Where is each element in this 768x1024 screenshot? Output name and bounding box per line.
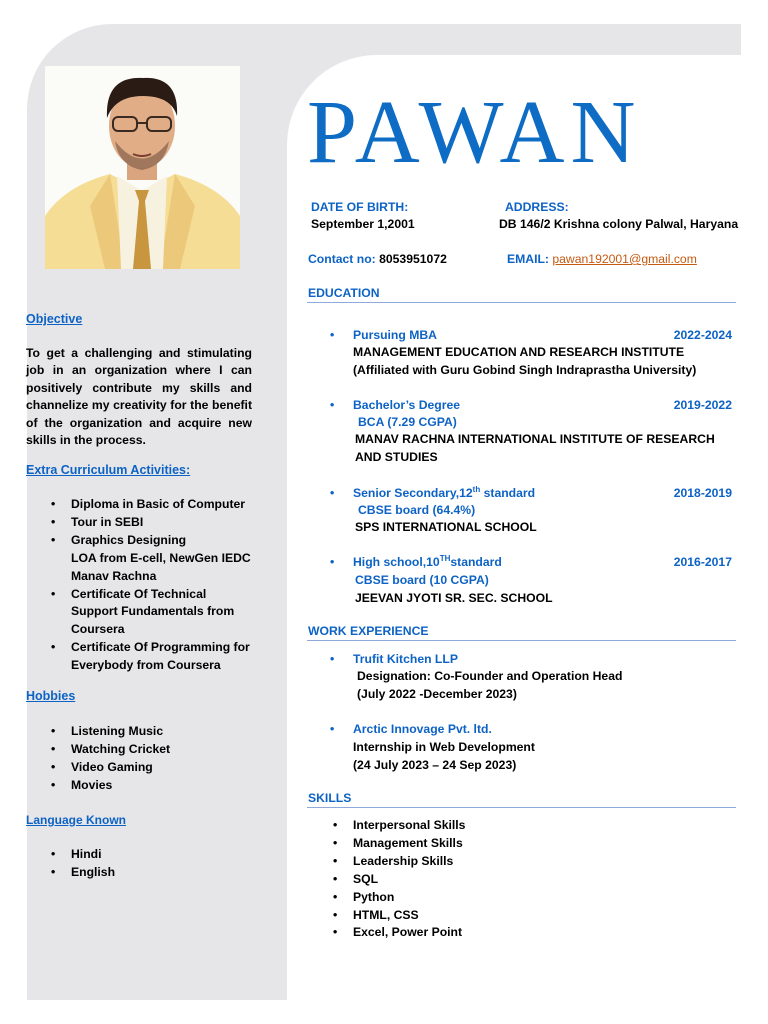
hobbies-list bbox=[51, 723, 261, 795]
list-item: • Certificate Of Technical bbox=[71, 586, 261, 604]
list-item: • Leadership Skills bbox=[353, 853, 653, 871]
list-item: • SQL bbox=[353, 871, 653, 889]
list-item: • Watching Cricket bbox=[71, 741, 261, 759]
objective-text: To get a challenging and stimulating job in an organization where I can positively contribute my skills and channelize my creativity for the benefit of the organization and acquire new skills in the process. bbox=[26, 346, 252, 448]
dob-value: September 1,2001 bbox=[311, 217, 415, 231]
list-item-continuation: Manav Rachna bbox=[71, 568, 157, 583]
education-affiliation: (Affiliated with Guru Gobind Singh Indraprastha University) bbox=[353, 363, 697, 377]
activities-heading: Extra Curriculum Activities: bbox=[26, 463, 191, 477]
list-item: • Diploma in Basic of Computer bbox=[71, 496, 261, 514]
bullet-icon: • bbox=[51, 586, 56, 601]
list-item: • Listening Music bbox=[71, 723, 261, 741]
education-institution: MANAGEMENT EDUCATION AND RESEARCH INSTITUTE bbox=[353, 345, 685, 359]
list-item: • Graphics Designing bbox=[71, 532, 261, 550]
list-item: • HTML, CSS bbox=[353, 907, 653, 925]
bullet-icon: • bbox=[51, 741, 56, 756]
education-years: 2022-2024 bbox=[673, 328, 732, 342]
bullet-icon: • bbox=[330, 486, 335, 500]
education-institution: MANAV RACHNA INTERNATIONAL INSTITUTE OF RESEARCH bbox=[355, 432, 715, 446]
list-item-continuation: Support Fundamentals from bbox=[71, 604, 235, 619]
list-item: • Excel, Power Point bbox=[353, 924, 653, 942]
work-designation: Internship in Web Development bbox=[353, 740, 535, 754]
list-item: • Video Gaming bbox=[71, 759, 261, 777]
bullet-icon: • bbox=[330, 398, 335, 412]
list-item-continuation: Everybody from Coursera bbox=[71, 658, 221, 673]
candidate-name: PAWAN bbox=[307, 83, 642, 182]
education-title: Senior Secondary,12th standard bbox=[353, 484, 536, 500]
bullet-icon: • bbox=[333, 889, 338, 904]
list-item: • Management Skills bbox=[353, 835, 653, 853]
list-item-continuation: LOA from E-cell, NewGen IEDC bbox=[71, 550, 251, 565]
profile-photo bbox=[45, 66, 240, 269]
work-dates: (24 July 2023 – 24 Sep 2023) bbox=[353, 758, 517, 772]
education-years: 2018-2019 bbox=[673, 486, 732, 500]
list-item: • Interpersonal Skills bbox=[353, 817, 653, 835]
dob-label: DATE OF BIRTH: bbox=[311, 200, 409, 214]
email-label: EMAIL: bbox=[507, 252, 549, 266]
bullet-icon: • bbox=[333, 835, 338, 850]
list-item: • English bbox=[71, 864, 261, 882]
bullet-icon: • bbox=[330, 722, 335, 736]
bullet-icon: • bbox=[330, 555, 335, 569]
list-item: • Hindi bbox=[71, 846, 261, 864]
work-company: Trufit Kitchen LLP bbox=[353, 652, 458, 666]
bullet-icon: • bbox=[51, 514, 56, 529]
contact-label: Contact no: 8053951072 bbox=[308, 252, 447, 266]
languages-list bbox=[51, 846, 261, 882]
education-institution: JEEVAN JYOTI SR. SEC. SCHOOL bbox=[355, 591, 553, 605]
section-divider bbox=[307, 302, 736, 303]
list-item-continuation: Coursera bbox=[71, 622, 125, 637]
education-title: High school,10THstandard bbox=[353, 553, 502, 569]
education-grade: CBSE board (64.4%) bbox=[358, 503, 476, 517]
address-label: ADDRESS: bbox=[505, 200, 569, 214]
languages-heading: Language Known bbox=[26, 813, 126, 827]
bullet-icon: • bbox=[51, 759, 56, 774]
education-grade: CBSE board (10 CGPA) bbox=[355, 573, 489, 587]
education-title: Bachelor’s Degree bbox=[353, 398, 461, 412]
bullet-icon: • bbox=[333, 853, 338, 868]
bullet-icon: • bbox=[333, 925, 338, 940]
skills-list bbox=[333, 817, 653, 942]
bullet-icon: • bbox=[51, 497, 56, 511]
objective-heading: Objective bbox=[26, 312, 83, 326]
bullet-icon: • bbox=[330, 328, 335, 342]
contact-value: 8053951072 bbox=[379, 252, 447, 266]
bullet-icon: • bbox=[333, 818, 338, 832]
work-company: Arctic Innovage Pvt. ltd. bbox=[353, 722, 492, 736]
list-item: • Certificate Of Programming for bbox=[71, 639, 261, 657]
list-item: • Movies bbox=[71, 777, 261, 795]
skills-heading: SKILLS bbox=[308, 791, 352, 805]
education-years: 2016-2017 bbox=[673, 555, 732, 569]
education-institution: SPS INTERNATIONAL SCHOOL bbox=[355, 520, 537, 534]
address-value: DB 146/2 Krishna colony Palwal, Haryana bbox=[499, 217, 739, 231]
bullet-icon: • bbox=[51, 777, 56, 792]
education-institution-cont: AND STUDIES bbox=[355, 450, 438, 464]
education-heading: EDUCATION bbox=[308, 286, 380, 300]
bullet-icon: • bbox=[51, 640, 56, 655]
work-dates: (July 2022 -December 2023) bbox=[357, 687, 517, 701]
bullet-icon: • bbox=[51, 864, 56, 879]
bullet-icon: • bbox=[51, 724, 56, 738]
email-link[interactable]: pawan192001@gmail.com bbox=[552, 252, 697, 266]
bullet-icon: • bbox=[330, 652, 335, 666]
work-heading: WORK EXPERIENCE bbox=[308, 624, 429, 638]
bullet-icon: • bbox=[333, 907, 338, 922]
list-item: • Python bbox=[353, 889, 653, 907]
email-row bbox=[507, 252, 697, 266]
education-grade: BCA (7.29 CGPA) bbox=[358, 415, 457, 429]
education-title: Pursuing MBA bbox=[353, 328, 437, 342]
activities-list bbox=[51, 496, 261, 675]
section-divider bbox=[307, 640, 736, 641]
work-designation: Designation: Co-Founder and Operation Head bbox=[357, 669, 623, 683]
education-years: 2019-2022 bbox=[673, 398, 732, 412]
bullet-icon: • bbox=[51, 847, 56, 861]
bullet-icon: • bbox=[333, 871, 338, 886]
bullet-icon: • bbox=[51, 532, 56, 547]
list-item: • Tour in SEBI bbox=[71, 514, 261, 532]
section-divider bbox=[307, 807, 736, 808]
hobbies-heading: Hobbies bbox=[26, 689, 76, 703]
